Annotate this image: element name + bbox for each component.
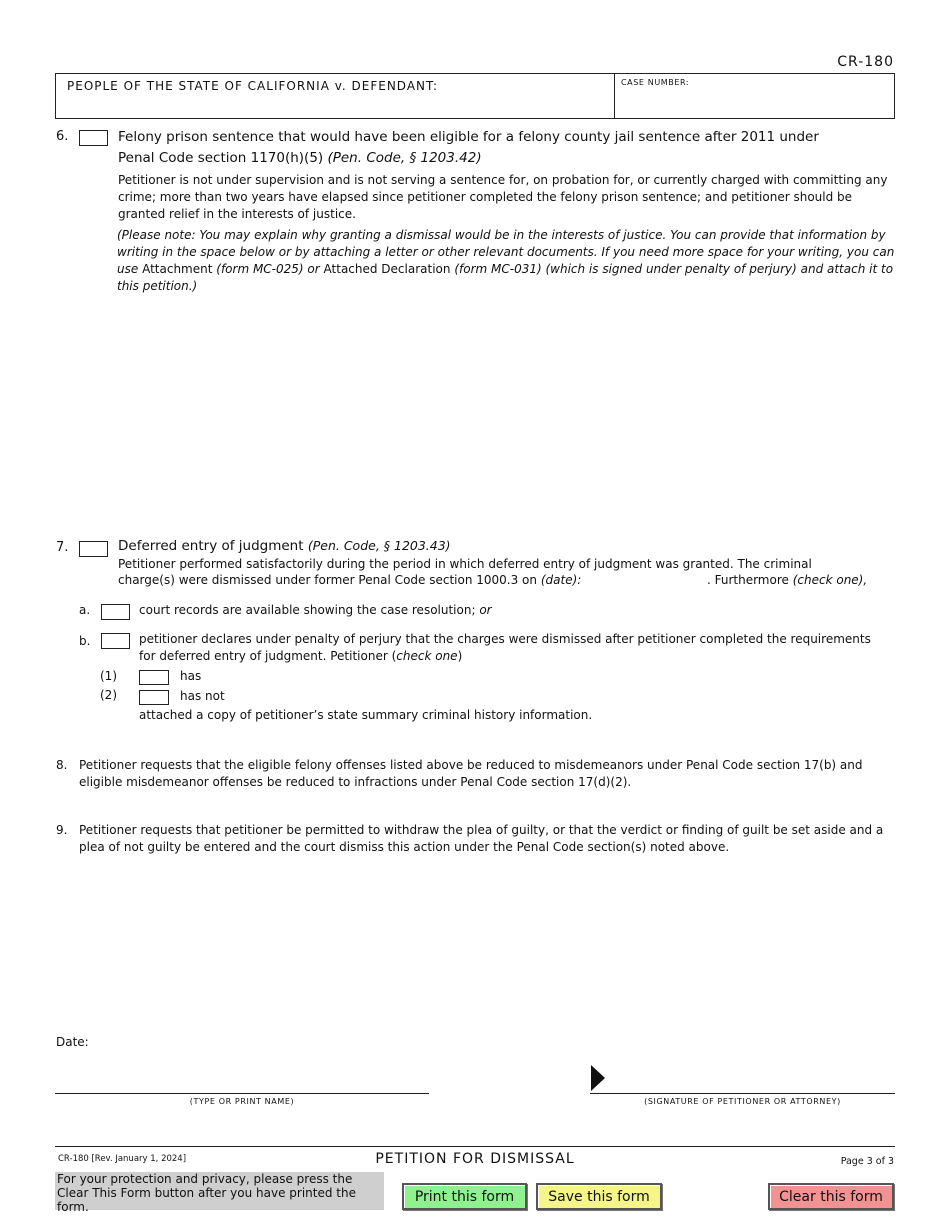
save-button[interactable]: Save this form xyxy=(536,1183,662,1210)
item7b2-text: has not xyxy=(180,689,225,703)
name-field[interactable] xyxy=(55,1068,429,1092)
item7b-attached: attached a copy of petitioner’s state summary criminal history information. xyxy=(139,708,593,722)
case-number-field[interactable] xyxy=(618,90,892,116)
item6-body: Petitioner is not under supervision and is not serving a sentence for, on probation for, or currently charged with committing any crime; more than two years have elapsed since petitioner completed the felony prison sentence; and petitioner should be granted relief in the interests of justice. xyxy=(118,173,888,221)
signature-line xyxy=(590,1093,895,1094)
item6-note-part2: (form MC-025) or xyxy=(216,262,320,276)
item7b-check-one: check one xyxy=(396,649,458,663)
item7b1-label: (1) xyxy=(100,669,117,683)
caption-box xyxy=(55,73,895,119)
item6-number: 6. xyxy=(56,129,69,144)
item7-title-text: Deferred entry of judgment xyxy=(118,538,304,554)
item7b1-checkbox[interactable] xyxy=(139,670,169,685)
item7a-checkbox[interactable] xyxy=(101,604,130,620)
item6-checkbox[interactable] xyxy=(79,130,108,146)
item7b-checkbox[interactable] xyxy=(101,633,130,649)
item7b1-text: has xyxy=(180,669,202,683)
name-line xyxy=(55,1093,429,1094)
item7b-label: b. xyxy=(79,634,91,648)
signature-arrow-icon xyxy=(591,1065,605,1091)
item6-title-line1: Felony prison sentence that would have been eligible for a felony county jail sentence after 2011 under xyxy=(118,129,819,145)
item6-cite: (Pen. Code, § 1203.42) xyxy=(327,150,482,166)
print-button[interactable]: Print this form xyxy=(402,1183,527,1210)
item7-body-line2 xyxy=(118,572,898,589)
item7a-label: a. xyxy=(79,603,91,617)
item7-date-label: (date): xyxy=(540,573,582,587)
item7-title xyxy=(118,538,451,554)
date-label: Date: xyxy=(56,1035,89,1049)
item9-number: 9. xyxy=(56,823,68,837)
item7a-text-main: court records are available showing the case resolution; xyxy=(139,603,476,617)
item8-number: 8. xyxy=(56,758,68,772)
item7-body-line2-b: . Furthermore xyxy=(706,573,789,587)
footer-page: Page 3 of 3 xyxy=(840,1156,894,1167)
item7-body-line2-a: charge(s) were dismissed under former Penal Code section 1000.3 on xyxy=(118,573,538,587)
caption-party: PEOPLE OF THE STATE OF CALIFORNIA v. DEFENDANT: xyxy=(67,79,439,93)
caption-divider xyxy=(614,74,615,118)
form-id: CR-180 xyxy=(837,54,894,70)
footer-rev: CR-180 [Rev. January 1, 2024] xyxy=(58,1154,187,1164)
item7b2-label: (2) xyxy=(100,688,117,702)
item6-title-line2: Penal Code section 1170(h)(5) xyxy=(118,150,324,166)
item7a-or: or xyxy=(479,603,492,617)
item7-number: 7. xyxy=(56,540,69,555)
item6-note xyxy=(117,227,897,295)
item7b-text-1: petitioner declares under penalty of perjury that the charges were dismissed after petitioner completed the requirements for deferred entry of judgment. Petitioner ( xyxy=(139,632,871,663)
privacy-note: For your protection and privacy, please press the Clear This Form button after you have printed the form. xyxy=(55,1172,384,1210)
item6-note-attachment: Attachment xyxy=(142,262,213,276)
item9-text: Petitioner requests that petitioner be permitted to withdraw the plea of guilty, or that the verdict or finding of guilt be set aside and a plea of not guilty be entered and the court dismiss this action under the Penal Code section(s) noted above. xyxy=(79,823,884,854)
clear-button[interactable]: Clear this form xyxy=(768,1183,894,1210)
item7b2-checkbox[interactable] xyxy=(139,690,169,705)
item7b-text xyxy=(139,631,889,665)
item7a-text xyxy=(139,602,492,619)
date-field[interactable] xyxy=(95,1032,425,1052)
item7-checkbox[interactable] xyxy=(79,541,108,557)
item6-title xyxy=(118,127,898,169)
item7-cite: (Pen. Code, § 1203.43) xyxy=(307,538,451,553)
item6-note-declaration: Attached Declaration xyxy=(323,262,451,276)
case-number-label: CASE NUMBER: xyxy=(621,78,690,87)
item7-body-line1: Petitioner performed satisfactorily during the period in which deferred entry of judgment was granted. The criminal xyxy=(118,557,812,571)
item6-note-part1: (Please note: You may explain why granting a dismissal would be in the interests of justice. You can provide that information by writing in the space below or by attaching a letter or other relevant documents. If you need more space for your writing, you can use xyxy=(117,228,895,276)
footer-rule xyxy=(55,1146,895,1147)
item7-check-one: (check one), xyxy=(792,573,868,587)
item7b-text-2: ) xyxy=(457,649,463,663)
name-caption: (TYPE OR PRINT NAME) xyxy=(189,1097,295,1106)
item6-explanation-field[interactable] xyxy=(117,300,895,525)
item8-text: Petitioner requests that the eligible felony offenses listed above be reduced to misdemeanors under Penal Code section 17(b) and eligible misdemeanor offenses be reduced to infractions under Penal Code section 17(d)(2). xyxy=(79,758,863,789)
item6-note-part3: (form MC-031) (which is signed under penalty of perjury) and attach it to this petition.) xyxy=(117,262,894,293)
footer-title: PETITION FOR DISMISSAL xyxy=(375,1151,575,1167)
signature-caption: (SIGNATURE OF PETITIONER OR ATTORNEY) xyxy=(644,1097,841,1106)
